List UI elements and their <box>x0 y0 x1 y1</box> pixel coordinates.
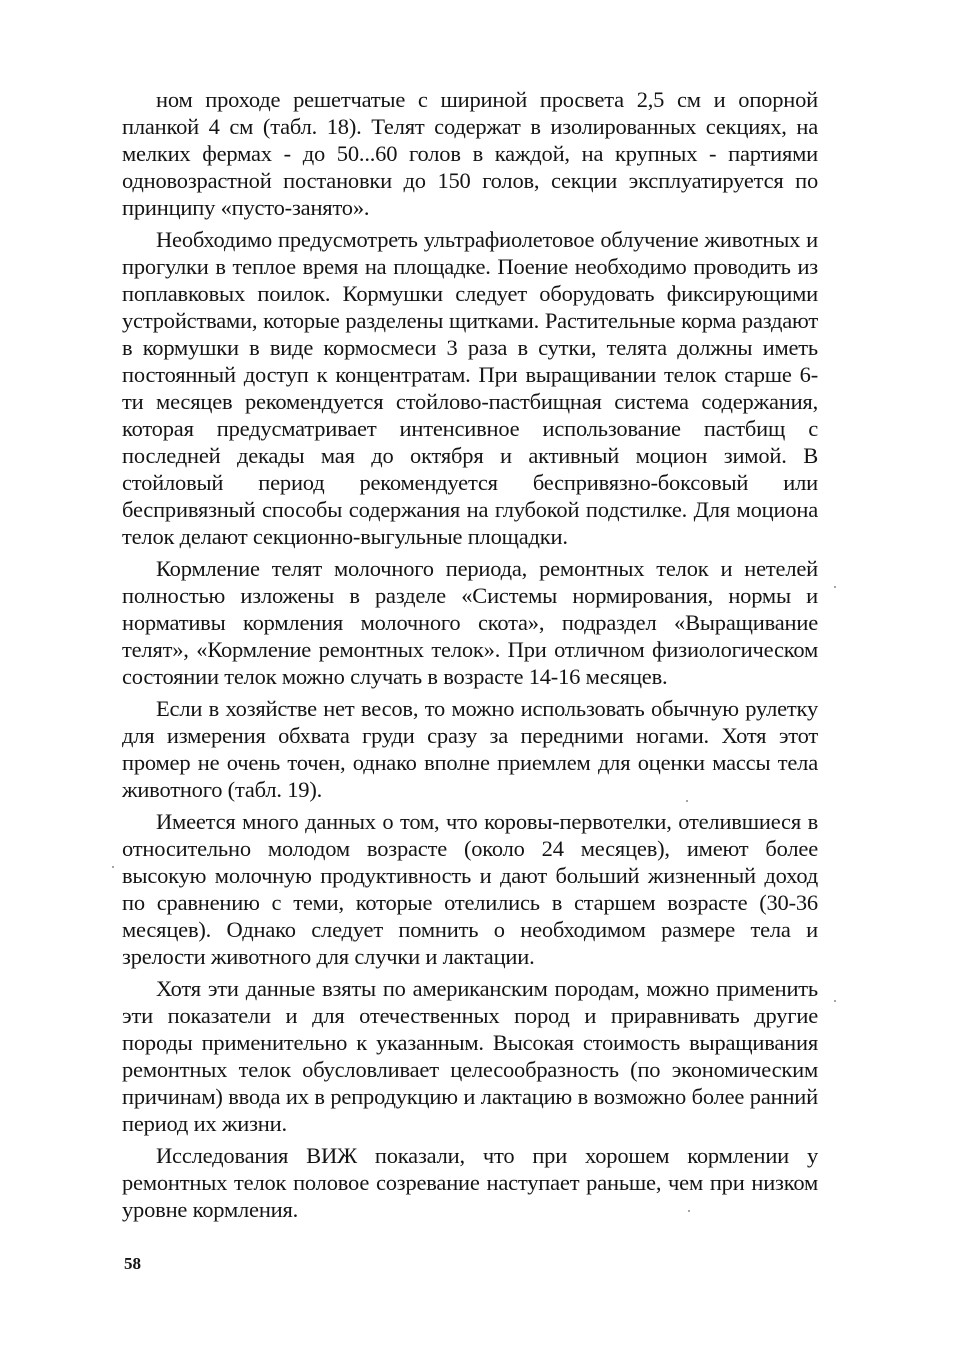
paragraph-7: Исследования ВИЖ показали, что при хорошем кормлении у ремонтных телок половое созревание наступает раньше, чем при низком уровне кормления. <box>122 1143 818 1222</box>
paragraph-6: Хотя эти данные взяты по американским породам, можно применить эти показатели и для отечественных пород и приравнивать другие породы применительно к указанным. Высокая стоимость выращивания ремонтных телок обусловливает целесообразность (по экономическим причинам) ввода их в репродукцию и лактацию в возможно более ранний период их жизни. <box>122 976 818 1136</box>
scan-speck <box>834 1000 836 1002</box>
scan-speck <box>688 1210 690 1212</box>
paragraph-3: Кормление телят молочного периода, ремонтных телок и нетелей полностью изложены в разделе «Системы нормирования, нормы и нормативы кормления молочного скота», подраздел «Выращивание телят», «Кормление ремонтных телок». При отличном физиологическом состоянии телок можно случать в возрасте 14-16 месяцев. <box>122 556 818 689</box>
body-text <box>122 86 818 1228</box>
paragraph-2: Необходимо предусмотреть ультрафиолетовое облучение животных и прогулки в теплое время на площадке. Поение необходимо проводить из поплавковых поилок. Кормушки следует оборудовать фиксирующими устройствами, которые разделены щитками. Растительные корма раздают в кормушки в виде кормосмеси 3 раза в сутки, телята должны иметь постоянный доступ к концентратам. При выращивании телок старше 6-ти месяцев рекомендуется стойлово-пастбищная система содержания, которая предусматривает интенсивное использование пастбищ с последней декады мая до октября и активный моцион зимой. В стойловый период рекомендуется беспривязно-боксовый или беспривязный способы содержания на глубокой подстилке. Для моциона телок делают секционно-выгульные площадки. <box>122 227 818 549</box>
paragraph-5: Имеется много данных о том, что коровы-первотелки, отелившиеся в относительно молодом возрасте (около 24 месяцев), имеют более высокую молочную продуктивность и дают больший жизненный доход по сравнению с теми, которые отелились в старшем возрасте (30-36 месяцев). Однако следует помнить о необходимом размере тела и зрелости животного для случки и лактации. <box>122 809 818 969</box>
paragraph-4: Если в хозяйстве нет весов, то можно использовать обычную рулетку для измерения обхвата груди сразу за передними ногами. Хотя этот промер не очень точен, однако вполне приемлем для оценки массы тела животного (табл. 19). <box>122 696 818 802</box>
scan-speck <box>686 800 688 802</box>
paragraph-1: ном проходе решетчатые с шириной просвета 2,5 см и опорной планкой 4 см (табл. 18). Телят содержат в изолированных секциях, на мелких фермах - до 50...60 голов в каждой, на крупных - партиями одновозрастной постановки до 150 голов, секции эксплуатируется по принципу «пусто-занято». <box>122 87 818 220</box>
scan-speck <box>834 586 836 588</box>
scan-speck <box>112 866 114 868</box>
page-number: 58 <box>124 1254 141 1273</box>
